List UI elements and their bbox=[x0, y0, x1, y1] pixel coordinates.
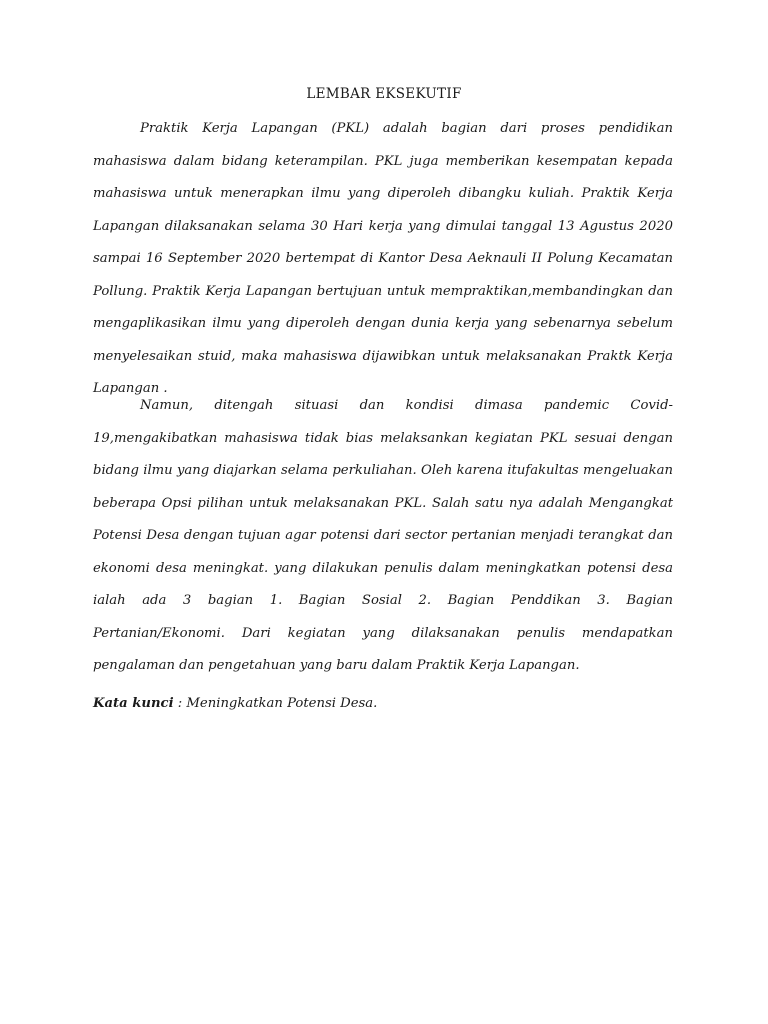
document-title: LEMBAR EKSEKUTIF bbox=[306, 86, 462, 102]
keywords-label: Kata kunci bbox=[93, 696, 174, 711]
paragraph-pandemic-context: Namun, ditengah situasi dan kondisi dimasa pandemic Covid-19,mengakibatkan mahasiswa tidak bias melaksankan kegiatan PKL sesuai dengan bidang ilmu yang diajarkan selama perkuliahan. Oleh karena itufakultas mengeluakan beberapa Opsi pilihan untuk melaksanakan PKL. Salah satu nya adalah Mengangkat Potensi Desa dengan tujuan agar potensi dari sector pertanian menjadi terangkat dan ekonomi desa meningkat. yang dilakukan penulis dalam meningkatkan potensi desa ialah ada 3 bagian 1. Bagian Sosial 2. Bagian Penddikan 3. Bagian Pertanian/Ekonomi. Dari kegiatan yang dilaksanakan penulis mendapatkan pengalaman dan pengetahuan yang baru dalam Praktik Kerja Lapangan. bbox=[93, 398, 673, 673]
keywords-value: Meningkatkan Potensi Desa. bbox=[186, 696, 378, 711]
keywords-line bbox=[93, 688, 673, 720]
keywords-separator: : bbox=[173, 696, 187, 711]
paragraph-introduction: Praktik Kerja Lapangan (PKL) adalah bagian dari proses pendidikan mahasiswa dalam bidang keterampilan. PKL juga memberikan kesempatan kepada mahasiswa untuk menerapkan ilmu yang diperoleh dibangku kuliah. Praktik Kerja Lapangan dilaksanakan selama 30 Hari kerja yang dimulai tanggal 13 Agustus 2020 sampai 16 September 2020 bertempat di Kantor Desa Aeknauli II Polung Kecamatan Pollung. Praktik Kerja Lapangan bertujuan untuk mempraktikan,membandingkan dan mengaplikasikan ilmu yang diperoleh dengan dunia kerja yang sebenarnya sebelum menyelesaikan stuid, maka mahasiswa dijawibkan untuk melaksanakan Praktk Kerja Lapangan . bbox=[93, 121, 673, 396]
